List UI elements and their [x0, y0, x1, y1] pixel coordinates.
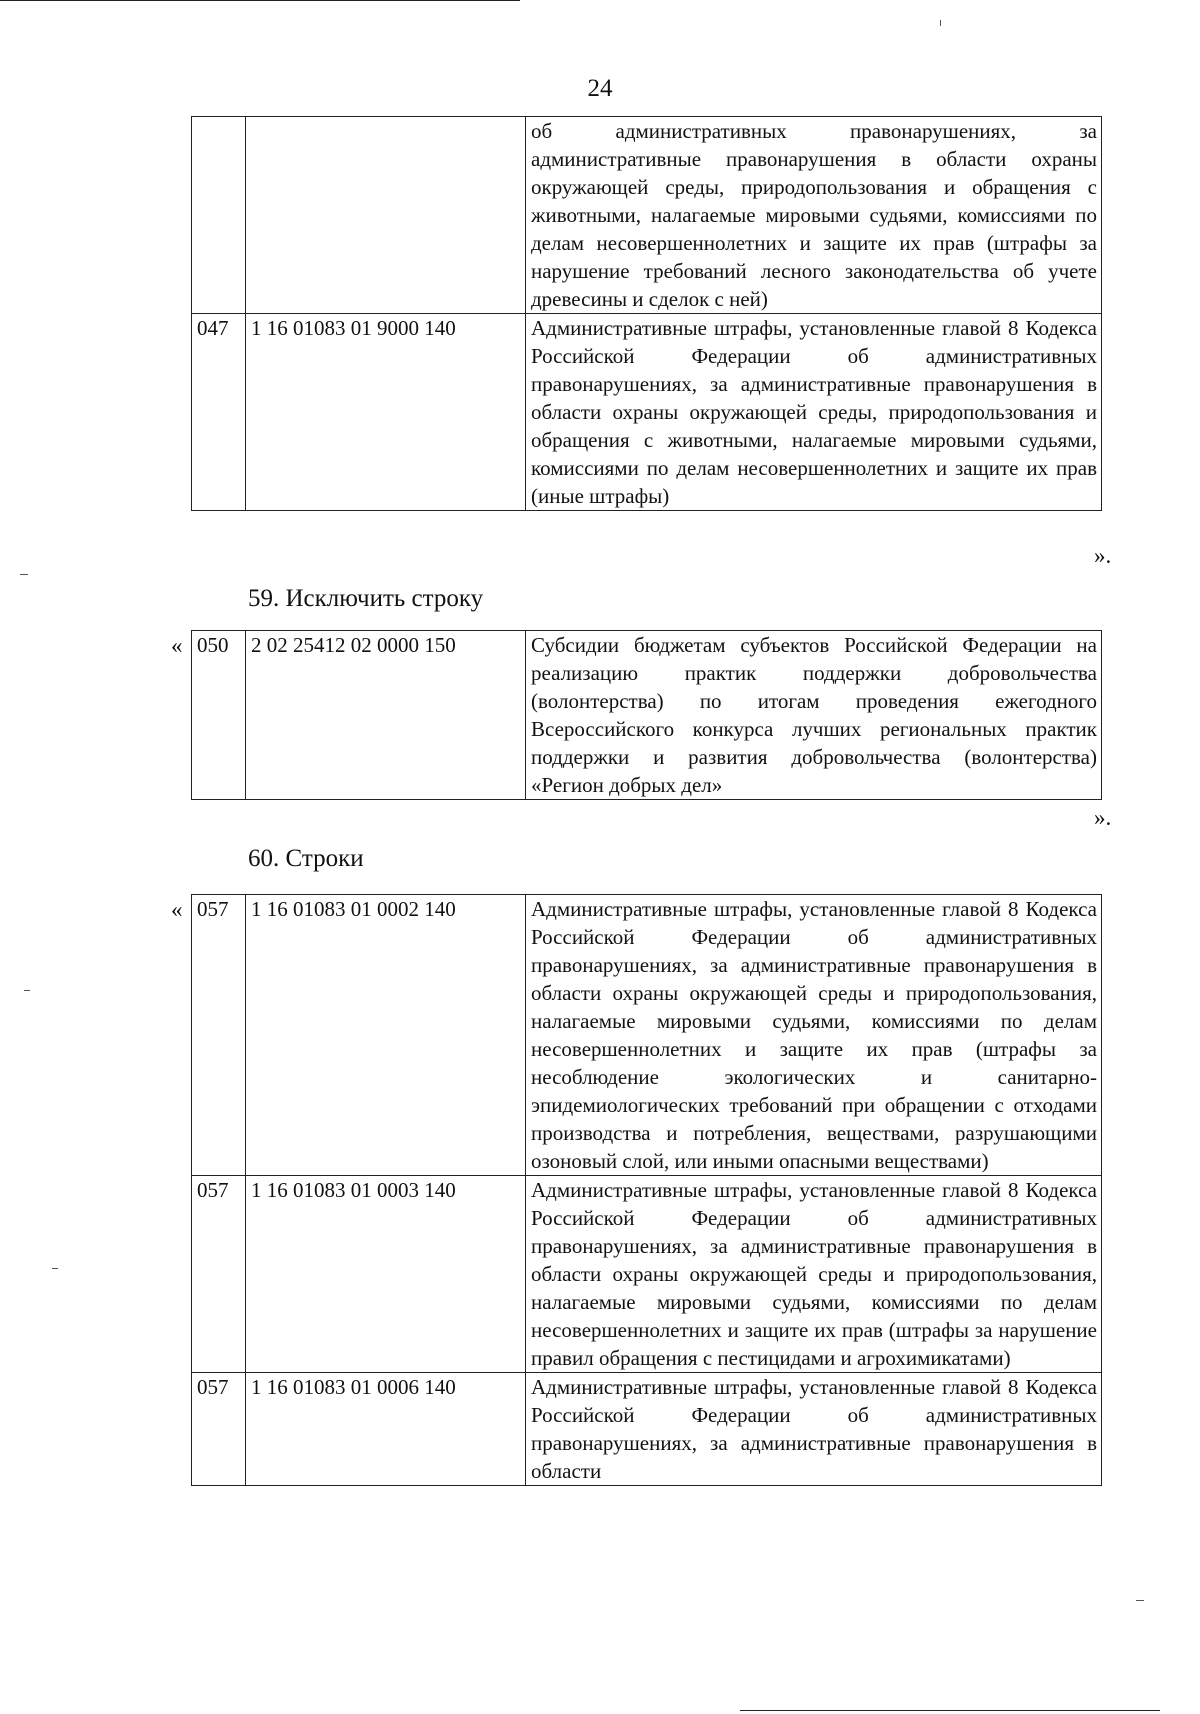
scan-mark — [940, 20, 941, 26]
table-row — [192, 117, 1102, 314]
code-cell: 047 — [192, 314, 246, 511]
scan-mark — [24, 990, 30, 991]
kbk-cell — [246, 117, 526, 314]
code-cell: 057 — [192, 1373, 246, 1486]
table-row — [192, 1176, 1102, 1373]
scan-edge-line — [0, 0, 520, 1]
closing-quote: ». — [1094, 805, 1112, 830]
closing-quote: ». — [1094, 543, 1112, 568]
opening-quote: « — [171, 633, 183, 658]
code-cell: 057 — [192, 895, 246, 1176]
codes-table-continued — [191, 116, 1102, 511]
table-row — [192, 1373, 1102, 1486]
table-row — [192, 314, 1102, 511]
scan-mark — [1136, 1600, 1144, 1601]
kbk-cell: 1 16 01083 01 0003 140 — [246, 1176, 526, 1373]
code-cell: 057 — [192, 1176, 246, 1373]
kbk-cell: 1 16 01083 01 0006 140 — [246, 1373, 526, 1486]
description-cell: Административные штрафы, установленные главой 8 Кодекса Российской Федерации об административных правонарушениях, за административные правонарушения в области охраны окружающей среды, природопользования и обращения с животными, налагаемые мировыми судьями, комиссиями по делам несовершеннолетних и защите их прав (иные штрафы) — [526, 314, 1102, 511]
description-cell: об административных правонарушениях, за административные правонарушения в области охраны окружающей среды, природопользования и обращения с животными, налагаемые мировыми судьями, комиссиями по делам несовершеннолетних и защите их прав (штрафы за нарушение требований лесного законодательства об учете древесины и сделок с ней) — [526, 117, 1102, 314]
kbk-cell: 1 16 01083 01 0002 140 — [246, 895, 526, 1176]
codes-table-59 — [191, 630, 1102, 800]
code-cell — [192, 117, 246, 314]
scan-mark — [52, 1268, 58, 1269]
kbk-cell: 1 16 01083 01 9000 140 — [246, 314, 526, 511]
section-60-title: 60. Строки — [248, 845, 364, 872]
description-cell: Административные штрафы, установленные главой 8 Кодекса Российской Федерации об административных правонарушениях, за административные правонарушения в области — [526, 1373, 1102, 1486]
scan-edge-line — [740, 1710, 1160, 1711]
description-cell: Субсидии бюджетам субъектов Российской Федерации на реализацию практик поддержки добровольчества (волонтерства) по итогам проведения ежегодного Всероссийского конкурса лучших региональных практик поддержки и развития добровольчества (волонтерства) «Регион добрых дел» — [526, 631, 1102, 800]
page-number: 24 — [587, 75, 613, 102]
table-row — [192, 895, 1102, 1176]
description-cell: Административные штрафы, установленные главой 8 Кодекса Российской Федерации об административных правонарушениях, за административные правонарушения в области охраны окружающей среды и природопользования, налагаемые мировыми судьями, комиссиями по делам несовершеннолетних и защите их прав (штрафы за нарушение правил обращения с пестицидами и агрохимикатами) — [526, 1176, 1102, 1373]
kbk-cell: 2 02 25412 02 0000 150 — [246, 631, 526, 800]
opening-quote: « — [171, 897, 183, 922]
description-cell: Административные штрафы, установленные главой 8 Кодекса Российской Федерации об административных правонарушениях, за административные правонарушения в области охраны окружающей среды и природопользования, налагаемые мировыми судьями, комиссиями по делам несовершеннолетних и защите их прав (штрафы за несоблюдение экологических и санитарно-эпидемиологических требований при обращении с отходами производства и потребления, веществами, разрушающими озоновый слой, или иными опасными веществами) — [526, 895, 1102, 1176]
table-row — [192, 631, 1102, 800]
section-59-title: 59. Исключить строку — [248, 585, 484, 612]
code-cell: 050 — [192, 631, 246, 800]
codes-table-60 — [191, 894, 1102, 1486]
scan-mark — [20, 574, 28, 575]
